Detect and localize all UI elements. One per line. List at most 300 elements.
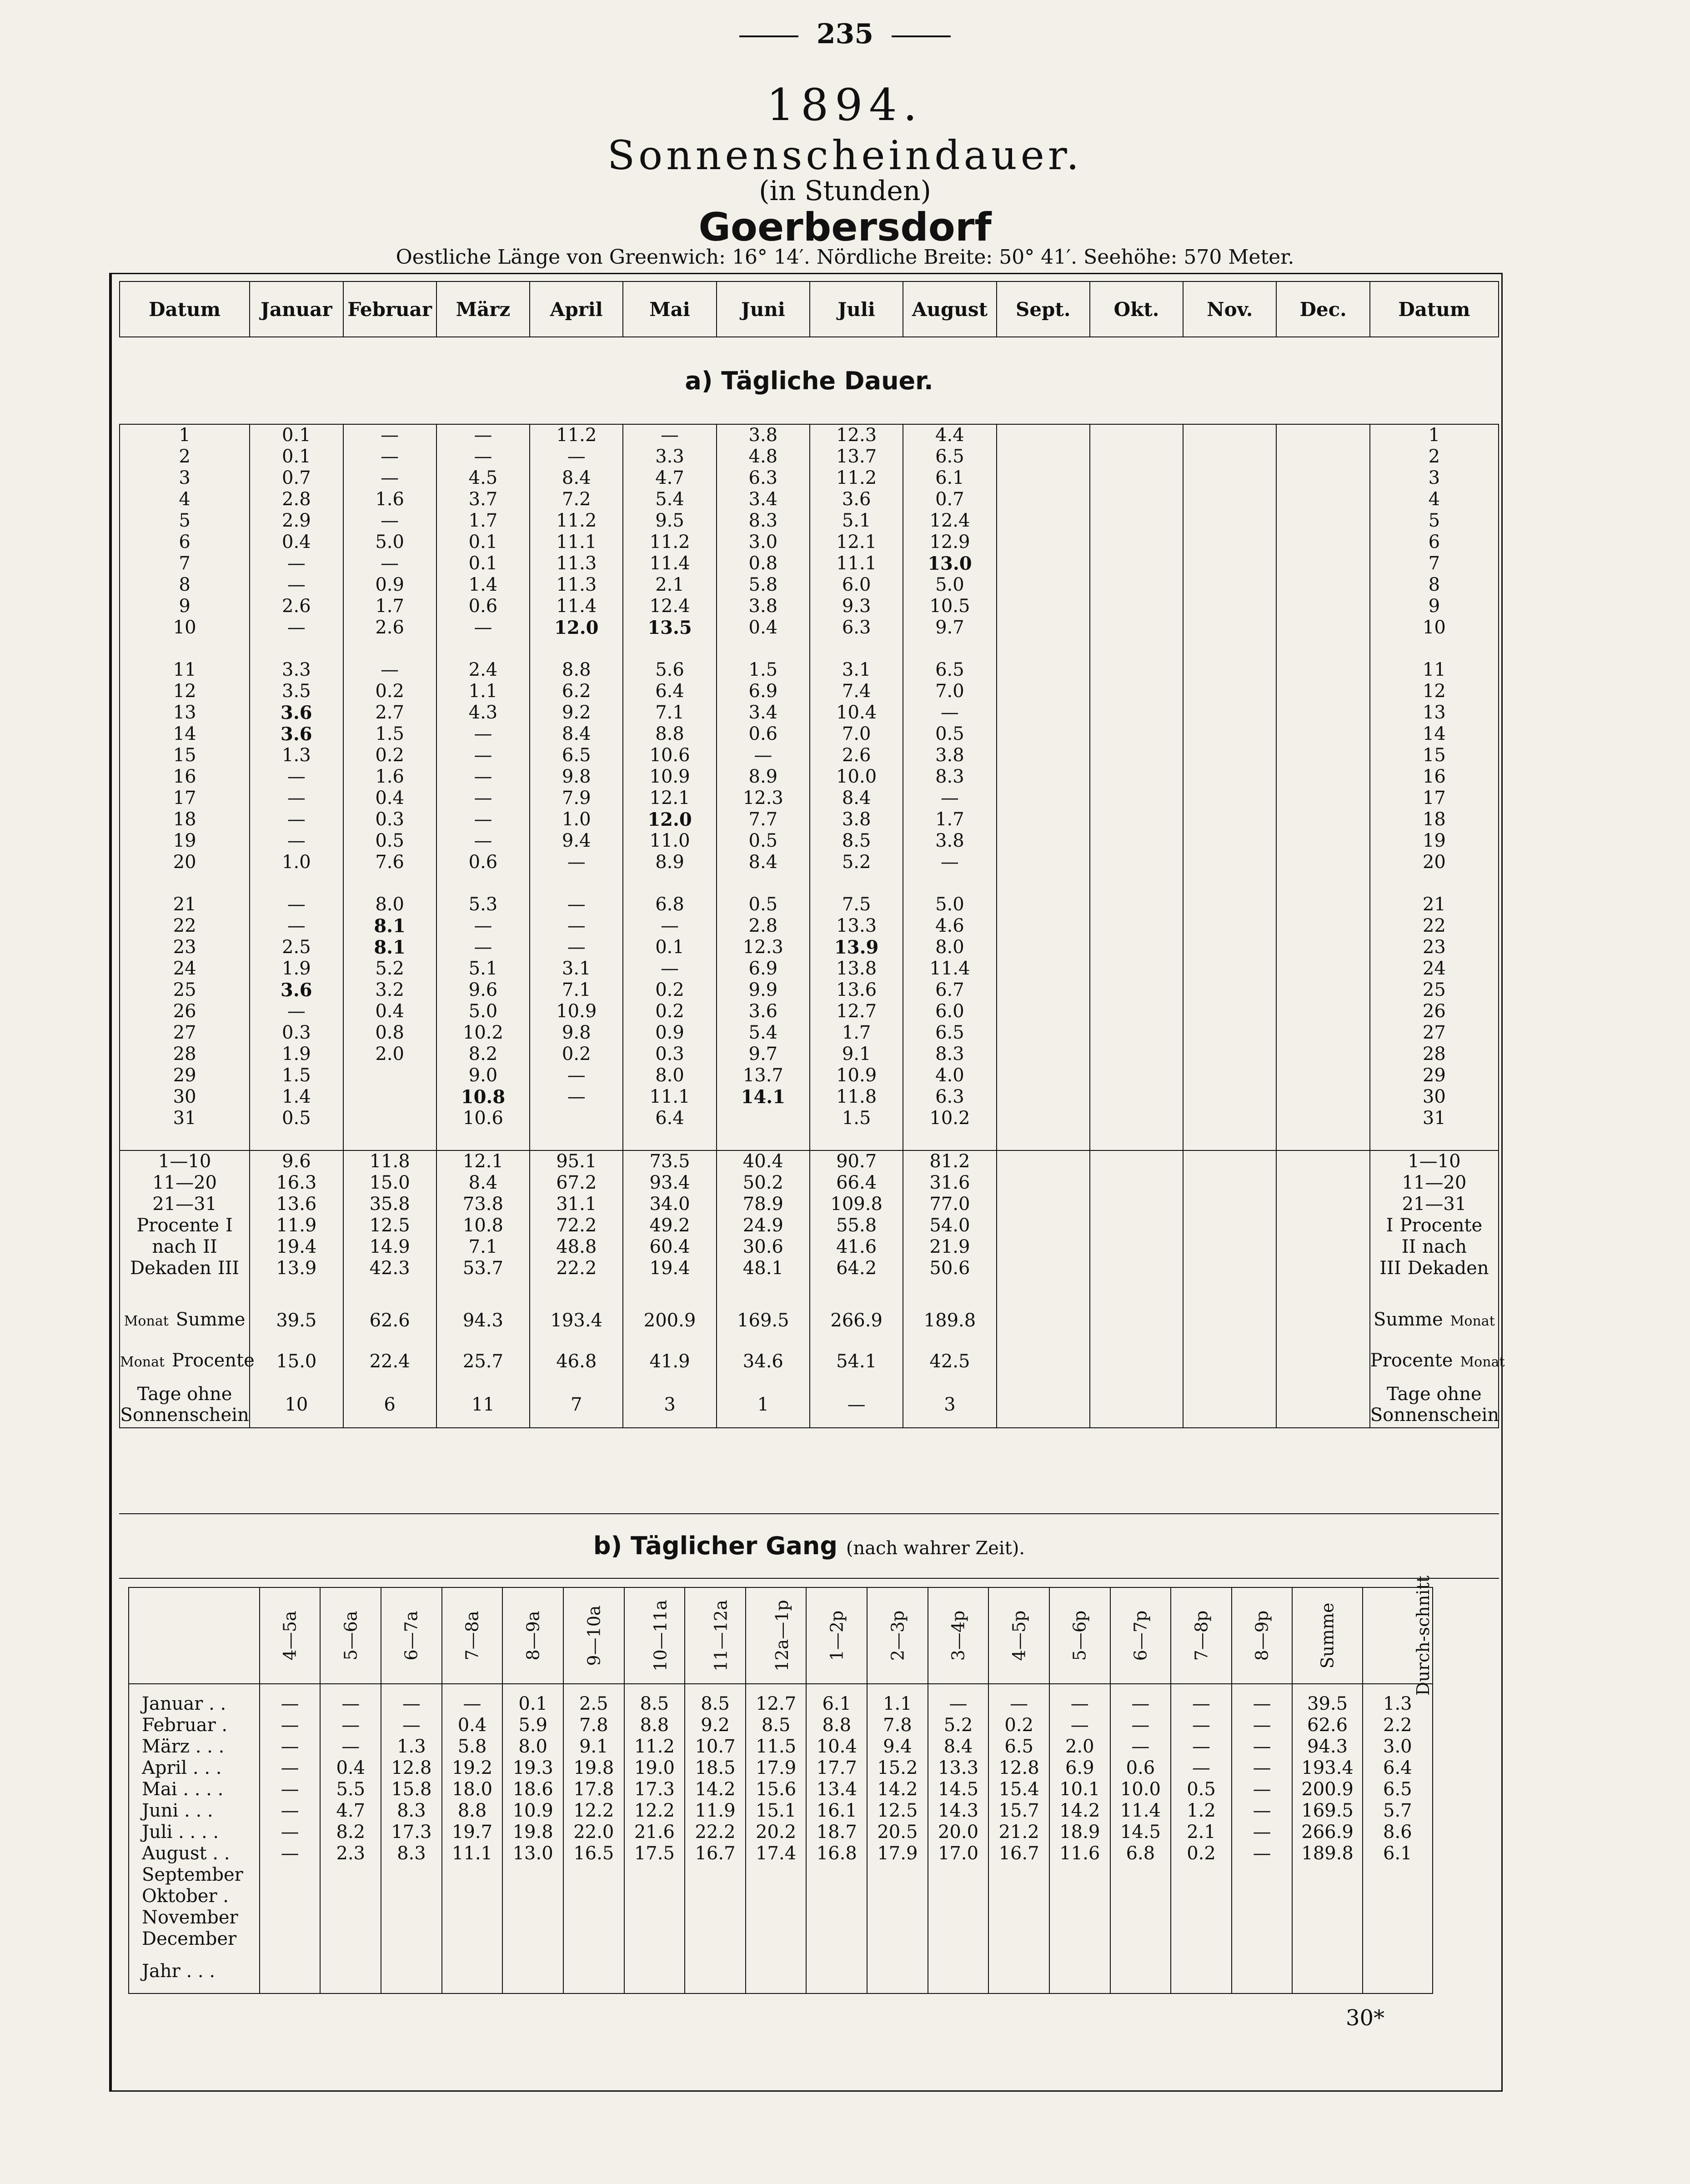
empty-cell <box>997 638 1090 659</box>
value-cell: 14.1 <box>717 1086 810 1108</box>
value-cell <box>1049 1950 1110 1993</box>
empty-cell <box>530 1129 623 1150</box>
day-label: 25 <box>120 979 250 1001</box>
tage-value: 7 <box>530 1382 623 1428</box>
value-cell: 17.8 <box>563 1779 624 1800</box>
value-cell: 0.8 <box>343 1022 436 1044</box>
empty-cell <box>903 873 996 894</box>
value-cell: 6.1 <box>903 467 996 489</box>
value-cell: 1.3 <box>1363 1684 1433 1715</box>
value-cell: 6.5 <box>1363 1779 1433 1800</box>
value-cell: 11.4 <box>1110 1800 1171 1822</box>
tage-value: 11 <box>436 1382 530 1428</box>
value-cell: 10.9 <box>623 766 716 788</box>
value-cell: — <box>250 574 343 596</box>
value-cell <box>806 1950 867 1993</box>
value-cell: 1.3 <box>381 1736 442 1757</box>
value-cell: 0.4 <box>320 1757 381 1779</box>
value-cell: 11.8 <box>810 1086 903 1108</box>
empty-cell <box>1276 894 1369 915</box>
value-cell: 0.5 <box>717 894 810 915</box>
month-label: December <box>129 1928 260 1950</box>
value-cell <box>1232 1907 1293 1928</box>
procente-value: 60.4 <box>623 1236 716 1258</box>
empty-cell <box>1276 1236 1369 1258</box>
empty-cell <box>1276 723 1369 745</box>
empty-cell <box>1276 467 1369 489</box>
empty-cell <box>1090 596 1183 617</box>
empty-cell <box>1183 1382 1276 1428</box>
value-cell: 9.2 <box>685 1715 746 1736</box>
empty-cell <box>997 1108 1090 1129</box>
value-cell: 20.0 <box>928 1822 989 1843</box>
value-cell: — <box>1110 1684 1171 1715</box>
value-cell: — <box>436 723 530 745</box>
value-cell: 1.0 <box>250 852 343 873</box>
value-cell: 0.5 <box>1171 1779 1232 1800</box>
value-cell: 10.7 <box>685 1736 746 1757</box>
value-cell: 11.9 <box>685 1800 746 1822</box>
empty-cell <box>1183 745 1276 766</box>
day-label: 19 <box>120 830 250 852</box>
day-label: 24 <box>1370 958 1499 979</box>
table-row <box>129 1779 1433 1800</box>
value-cell <box>1110 1928 1171 1950</box>
value-cell: 2.0 <box>343 1044 436 1065</box>
decade-row <box>120 1194 1499 1215</box>
day-label: 23 <box>120 937 250 958</box>
value-cell: — <box>530 852 623 873</box>
value-cell: 1.4 <box>436 574 530 596</box>
value-cell: 7.8 <box>867 1715 928 1736</box>
empty-cell <box>997 745 1090 766</box>
value-cell: 8.5 <box>810 830 903 852</box>
day-label: 19 <box>1370 830 1499 852</box>
procente-value: 48.8 <box>530 1236 623 1258</box>
empty-cell <box>343 1129 436 1150</box>
value-cell: 5.8 <box>717 574 810 596</box>
value-cell: 8.6 <box>1363 1822 1433 1843</box>
table-row <box>120 596 1499 617</box>
value-cell: 2.8 <box>717 915 810 937</box>
table-row <box>129 1822 1433 1843</box>
empty-cell <box>1090 937 1183 958</box>
table-row <box>120 424 1499 446</box>
day-label: 6 <box>120 532 250 553</box>
empty-cell <box>1183 873 1276 894</box>
summe-row-label <box>1370 1300 1499 1341</box>
value-cell <box>867 1950 928 1993</box>
value-cell: 10.9 <box>502 1800 563 1822</box>
tage-row <box>120 1382 1499 1428</box>
table-row <box>120 681 1499 702</box>
value-cell: 8.0 <box>502 1736 563 1757</box>
value-cell: 6.5 <box>903 446 996 467</box>
table-row <box>120 1001 1499 1022</box>
procente-month-row-value: 25.7 <box>436 1341 530 1382</box>
value-cell: 1.3 <box>250 745 343 766</box>
day-label: 3 <box>1370 467 1499 489</box>
value-cell <box>867 1928 928 1950</box>
value-cell: 5.0 <box>343 532 436 553</box>
procente-roman: III <box>1379 1258 1401 1279</box>
hour-header <box>320 1587 381 1684</box>
day-label: 3 <box>120 467 250 489</box>
value-cell: 14.5 <box>1110 1822 1171 1843</box>
empty-cell <box>530 638 623 659</box>
procente-month-row-text: Procente <box>1370 1350 1453 1371</box>
value-cell: 10.0 <box>810 766 903 788</box>
empty-cell <box>997 979 1090 1001</box>
value-cell: 12.3 <box>810 424 903 446</box>
value-cell: 16.7 <box>685 1843 746 1864</box>
value-cell: — <box>1232 1736 1293 1757</box>
value-cell <box>867 1886 928 1907</box>
value-cell: 13.3 <box>928 1757 989 1779</box>
procente-value: 11.9 <box>250 1215 343 1236</box>
empty-cell <box>1276 1341 1369 1382</box>
value-cell: — <box>381 1715 442 1736</box>
empty-cell <box>436 1129 530 1150</box>
decade-label: 1—10 <box>1370 1150 1499 1172</box>
empty-cell <box>1276 766 1369 788</box>
value-cell: — <box>903 852 996 873</box>
value-cell: 1.2 <box>1171 1800 1232 1822</box>
empty-cell <box>1276 1258 1369 1279</box>
value-cell <box>1049 1907 1110 1928</box>
empty-cell <box>1090 1108 1183 1129</box>
summe-row-value: 266.9 <box>810 1300 903 1341</box>
value-cell: 3.6 <box>250 702 343 723</box>
value-cell: — <box>436 788 530 809</box>
value-cell: — <box>250 894 343 915</box>
value-cell: — <box>250 915 343 937</box>
value-cell: 11.3 <box>530 553 623 574</box>
table-row <box>120 617 1499 638</box>
value-cell: 11.6 <box>1049 1843 1110 1864</box>
table-row <box>129 1715 1433 1736</box>
value-cell: 15.2 <box>867 1757 928 1779</box>
value-cell: 12.9 <box>903 532 996 553</box>
value-cell: — <box>250 617 343 638</box>
value-cell: 17.4 <box>746 1843 807 1864</box>
empty-cell <box>1276 574 1369 596</box>
table-row <box>120 788 1499 809</box>
procente-value: 24.9 <box>717 1215 810 1236</box>
value-cell: 5.0 <box>903 574 996 596</box>
value-cell: — <box>250 1001 343 1022</box>
decade-value: 9.6 <box>250 1150 343 1172</box>
value-cell: — <box>442 1684 503 1715</box>
column-header: Okt. <box>1090 281 1183 337</box>
empty-cell <box>1090 1300 1183 1341</box>
value-cell: — <box>530 446 623 467</box>
empty-cell <box>1276 979 1369 1001</box>
empty-cell <box>997 809 1090 830</box>
empty-cell <box>997 1129 1090 1150</box>
empty-cell <box>997 1001 1090 1022</box>
station-name: Goerbersdorf <box>698 205 992 250</box>
empty-cell <box>1183 467 1276 489</box>
value-cell: — <box>530 1065 623 1086</box>
empty-cell <box>1090 852 1183 873</box>
table-row <box>129 1843 1433 1864</box>
value-cell: 0.4 <box>343 1001 436 1022</box>
table-row <box>120 467 1499 489</box>
value-cell <box>1363 1907 1433 1928</box>
procente-value: 10.8 <box>436 1215 530 1236</box>
procente-label-text: nach <box>152 1236 197 1257</box>
value-cell: 7.0 <box>810 723 903 745</box>
value-cell: 3.8 <box>717 596 810 617</box>
procente-label <box>120 1215 250 1236</box>
value-cell: 12.8 <box>381 1757 442 1779</box>
value-cell: 10.9 <box>530 1001 623 1022</box>
decade-value: 11.8 <box>343 1150 436 1172</box>
empty-cell <box>1276 788 1369 809</box>
value-cell: — <box>260 1822 321 1843</box>
hour-header <box>867 1587 928 1684</box>
empty-cell <box>1090 1044 1183 1065</box>
value-cell: 94.3 <box>1292 1736 1362 1757</box>
procente-month-row-value: 15.0 <box>250 1341 343 1382</box>
table-row <box>120 979 1499 1001</box>
value-cell: 12.7 <box>810 1001 903 1022</box>
empty-cell <box>1090 1236 1183 1258</box>
value-cell <box>746 1886 807 1907</box>
table-row <box>120 1044 1499 1065</box>
summe-row-value: 193.4 <box>530 1300 623 1341</box>
hour-header <box>1171 1587 1232 1684</box>
column-header: Januar <box>250 281 343 337</box>
hour-header-label: 5—6a <box>341 1611 361 1661</box>
empty-cell <box>717 1129 810 1150</box>
empty-cell <box>997 1172 1090 1194</box>
empty-cell <box>997 723 1090 745</box>
table-row <box>120 702 1499 723</box>
decade-value: 35.8 <box>343 1194 436 1215</box>
procente-month-row <box>120 1341 1499 1382</box>
empty-cell <box>997 489 1090 510</box>
value-cell: 0.5 <box>717 830 810 852</box>
value-cell: 3.8 <box>717 424 810 446</box>
day-label: 8 <box>1370 574 1499 596</box>
summe-row-value: 200.9 <box>623 1300 716 1341</box>
value-cell: 8.3 <box>381 1800 442 1822</box>
empty-cell <box>1090 1086 1183 1108</box>
month-label: Juli . . . . <box>129 1822 260 1843</box>
daily-course-table <box>128 1575 1433 1994</box>
value-cell: 6.5 <box>988 1736 1049 1757</box>
value-cell: 11.2 <box>623 532 716 553</box>
empty-cell <box>1276 1044 1369 1065</box>
hour-header-label: 4—5a <box>280 1611 300 1661</box>
hour-header <box>1363 1575 1433 1696</box>
value-cell: — <box>1232 1800 1293 1822</box>
procente-value: 50.6 <box>903 1258 996 1279</box>
value-cell: 6.0 <box>810 574 903 596</box>
value-cell: 13.6 <box>810 979 903 1001</box>
day-label: 26 <box>1370 1001 1499 1022</box>
value-cell <box>685 1907 746 1928</box>
value-cell <box>1049 1928 1110 1950</box>
value-cell: 1.6 <box>343 489 436 510</box>
decade-value: 40.4 <box>717 1150 810 1172</box>
section-b-title: b) Täglicher Gang (nach wahrer Zeit). <box>119 1513 1499 1579</box>
value-cell: 13.8 <box>810 958 903 979</box>
decade-value: 12.1 <box>436 1150 530 1172</box>
value-cell: 0.4 <box>442 1715 503 1736</box>
procente-label <box>1370 1215 1499 1236</box>
empty-cell <box>997 424 1090 446</box>
value-cell: 8.4 <box>530 467 623 489</box>
table-row <box>129 1886 1433 1907</box>
value-cell: 8.4 <box>530 723 623 745</box>
value-cell <box>381 1864 442 1886</box>
empty-cell <box>997 937 1090 958</box>
empty-cell <box>1183 1279 1276 1300</box>
value-cell: 11.1 <box>442 1843 503 1864</box>
empty-cell <box>1090 1129 1183 1150</box>
value-cell: 3.7 <box>436 489 530 510</box>
procente-label <box>1370 1236 1499 1258</box>
value-cell <box>806 1928 867 1950</box>
value-cell: 11.1 <box>623 1086 716 1108</box>
month-label: Oktober . <box>129 1886 260 1907</box>
value-cell: 5.1 <box>436 958 530 979</box>
value-cell: 3.2 <box>343 979 436 1001</box>
value-cell <box>1292 1950 1362 1993</box>
procente-month-row-value: 34.6 <box>717 1341 810 1382</box>
empty-cell <box>1090 1258 1183 1279</box>
value-cell: 9.3 <box>810 596 903 617</box>
value-cell: 0.1 <box>250 424 343 446</box>
value-cell <box>530 1108 623 1129</box>
day-label: 6 <box>1370 532 1499 553</box>
value-cell: 12.0 <box>623 809 716 830</box>
empty-cell <box>1276 1022 1369 1044</box>
procente-label <box>120 1236 250 1258</box>
value-cell: 0.6 <box>436 596 530 617</box>
hour-header-label: 7—8a <box>462 1611 482 1661</box>
value-cell: 18.9 <box>1049 1822 1110 1843</box>
day-label: 31 <box>120 1108 250 1129</box>
summe-row-text: Summe <box>176 1309 246 1330</box>
tage-value: 6 <box>343 1382 436 1428</box>
value-cell: — <box>530 894 623 915</box>
value-cell: 2.8 <box>250 489 343 510</box>
value-cell <box>563 1886 624 1907</box>
value-cell <box>260 1886 321 1907</box>
value-cell: 0.1 <box>502 1684 563 1715</box>
column-header: August <box>903 281 996 337</box>
value-cell: 6.7 <box>903 979 996 1001</box>
empty-cell <box>1276 873 1369 894</box>
empty-cell <box>623 1129 716 1150</box>
value-cell: — <box>1049 1715 1110 1736</box>
month-label: April . . . <box>129 1757 260 1779</box>
value-cell <box>1171 1928 1232 1950</box>
value-cell: 16.7 <box>988 1843 1049 1864</box>
value-cell: 0.3 <box>343 809 436 830</box>
value-cell <box>1110 1864 1171 1886</box>
empty-cell <box>997 958 1090 979</box>
tage-value: 3 <box>903 1382 996 1428</box>
procente-value: 49.2 <box>623 1215 716 1236</box>
value-cell <box>260 1907 321 1928</box>
empty-cell <box>1090 915 1183 937</box>
empty-cell <box>250 1279 343 1300</box>
empty-cell <box>1090 681 1183 702</box>
empty-cell <box>1090 489 1183 510</box>
value-cell <box>563 1928 624 1950</box>
value-cell: 13.0 <box>502 1843 563 1864</box>
value-cell: — <box>250 830 343 852</box>
summe-row <box>120 1300 1499 1341</box>
day-label: 12 <box>1370 681 1499 702</box>
value-cell <box>746 1950 807 1993</box>
value-cell: 0.2 <box>623 1001 716 1022</box>
page-title: Sonnenscheindauer. <box>607 132 1083 179</box>
empty-cell <box>1183 1300 1276 1341</box>
day-label: 16 <box>120 766 250 788</box>
table-row <box>129 1864 1433 1886</box>
value-cell: 8.3 <box>903 766 996 788</box>
value-cell <box>381 1950 442 1993</box>
procente-label-text: Dekaden <box>130 1258 211 1279</box>
empty-cell <box>997 788 1090 809</box>
value-cell: 3.8 <box>903 745 996 766</box>
empty-cell <box>1183 1194 1276 1215</box>
hour-header <box>685 1587 746 1684</box>
procente-value: 72.2 <box>530 1215 623 1236</box>
value-cell: 1.9 <box>250 1044 343 1065</box>
value-cell: 19.8 <box>563 1757 624 1779</box>
value-cell: 7.1 <box>530 979 623 1001</box>
empty-cell <box>810 1279 903 1300</box>
procente-row <box>120 1236 1499 1258</box>
decade-row <box>120 1172 1499 1194</box>
hour-header-label: 3—4p <box>948 1610 968 1661</box>
empty-cell <box>997 617 1090 638</box>
value-cell: 1.7 <box>343 596 436 617</box>
value-cell: — <box>903 788 996 809</box>
value-cell: 4.5 <box>436 467 530 489</box>
value-cell: 14.2 <box>685 1779 746 1800</box>
empty-cell <box>1276 424 1369 446</box>
decade-value: 78.9 <box>717 1194 810 1215</box>
value-cell: 6.8 <box>1110 1843 1171 1864</box>
value-cell: — <box>436 424 530 446</box>
value-cell: 9.7 <box>903 617 996 638</box>
day-label: 13 <box>1370 702 1499 723</box>
decade-value: 34.0 <box>623 1194 716 1215</box>
month-label: Juni . . . <box>129 1800 260 1822</box>
value-cell: 17.5 <box>624 1843 685 1864</box>
value-cell: 17.3 <box>624 1779 685 1800</box>
value-cell: 6.3 <box>717 467 810 489</box>
value-cell: 7.7 <box>717 809 810 830</box>
value-cell: 5.4 <box>717 1022 810 1044</box>
value-cell <box>988 1886 1049 1907</box>
day-label: 18 <box>120 809 250 830</box>
hour-header <box>502 1587 563 1684</box>
empty-cell <box>997 1382 1090 1428</box>
procente-roman: III <box>217 1258 240 1279</box>
procente-value: 48.1 <box>717 1258 810 1279</box>
empty-cell <box>1090 1341 1183 1382</box>
value-cell: — <box>1232 1822 1293 1843</box>
